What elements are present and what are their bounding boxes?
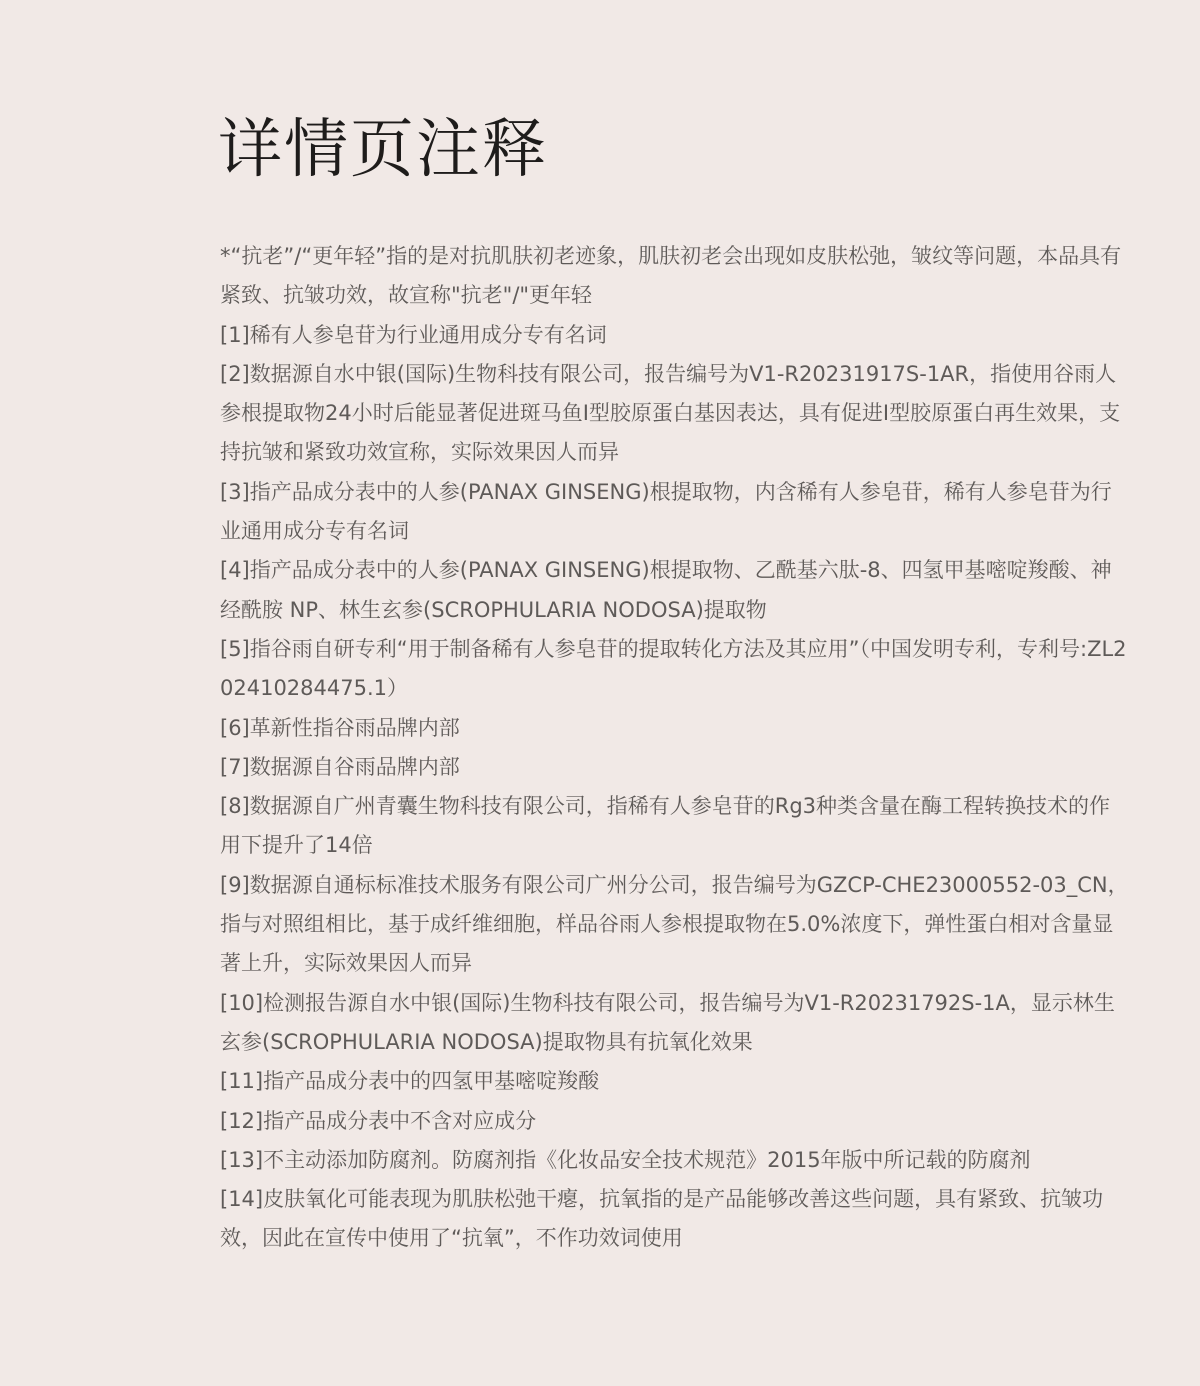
- note-11: [11]指产品成分表中的四氢甲基嘧啶羧酸: [220, 1069, 600, 1094]
- note-7: [7]数据源自谷雨品牌内部: [220, 754, 460, 779]
- note-9: [9]数据源自通标标准技术服务有限公司广州分公司，报告编号为GZCP-CHE23000552-03_CN，指与对照组相比，基于成纤维细胞，样品谷雨人参根提取物在5.0%浓度下，弹性蛋白相对含量显著上升，实际效果因人而异: [220, 872, 1129, 976]
- note-13: [13]不主动添加防腐剂。防腐剂指《化妆品安全技术规范》2015年版中所记载的防腐剂: [220, 1147, 1031, 1172]
- note-1: [1]稀有人参皂苷为行业通用成分专有名词: [220, 322, 607, 347]
- note-disclaimer: *“抗老”/“更年轻”指的是对抗肌肤初老迹象，肌肤初老会出现如皮肤松弛，皱纹等问题，本品具有紧致、抗皱功效，故宣称"抗老"/"更年轻: [220, 244, 1122, 308]
- note-3: [3]指产品成分表中的人参(PANAX GINSENG)根提取物，内含稀有人参皂苷，稀有人参皂苷为行业通用成分专有名词: [220, 479, 1112, 544]
- note-14: [14]皮肤氧化可能表现为肌肤松弛干瘪，抗氧指的是产品能够改善这些问题，具有紧致、抗皱功效，因此在宣传中使用了“抗氧”，不作功效词使用: [220, 1187, 1104, 1251]
- notes-list: [220, 237, 1130, 1259]
- note-8: [8]数据源自广州青囊生物科技有限公司，指稀有人参皂苷的Rg3种类含量在酶工程转换技术的作用下提升了14倍: [220, 794, 1111, 858]
- note-12: [12]指产品成分表中不含对应成分: [220, 1108, 537, 1133]
- note-4: [4]指产品成分表中的人参(PANAX GINSENG)根提取物、乙酰基六肽-8、四氢甲基嘧啶羧酸、神经酰胺 NP、林生玄参(SCROPHULARIA NODOSA)提取物: [220, 558, 1112, 622]
- note-2: [2]数据源自水中银(国际)生物科技有限公司，报告编号为V1-R20231917S-1AR，指使用谷雨人参根提取物24小时后能显著促进斑马鱼Ⅰ型胶原蛋白基因表达，具有促进Ⅰ型胶原蛋白再生效果，支持抗皱和紧致功效宣称，实际效果因人而异: [220, 361, 1121, 465]
- page-title: 详情页注释: [218, 113, 548, 187]
- note-6: [6]革新性指谷雨品牌内部: [220, 715, 460, 740]
- note-10: [10]检测报告源自水中银(国际)生物科技有限公司，报告编号为V1-R20231792S-1A，显示林生玄参(SCROPHULARIA NODOSA)提取物具有抗氧化效果: [220, 990, 1115, 1054]
- note-5: [5]指谷雨自研专利“用于制备稀有人参皂苷的提取转化方法及其应用”（中国发明专利，专利号:ZL202410284475.1）: [220, 636, 1127, 701]
